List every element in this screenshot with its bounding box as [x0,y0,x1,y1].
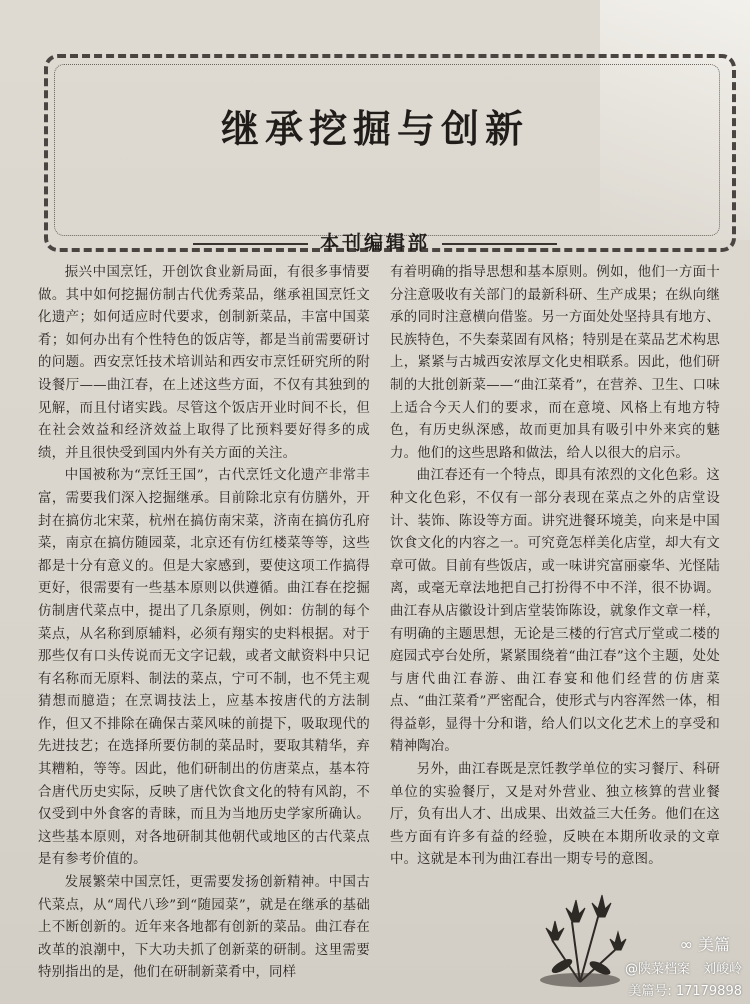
article-column-right [390,262,720,872]
byline-rule-left [193,243,308,245]
byline [0,228,750,255]
watermark-credit: @陕菜档案 刘峻岭 [624,962,742,977]
paragraph: 曲江春还有一个特点，即具有浓烈的文化色彩。这种文化色彩，不仅有一部分表现在菜点之外的店堂设计、装饰、陈设等方面。讲究进餐环境美，向来是中国饮食文化的内容之一。可究竟怎样美化店堂，却大有文章可做。目前有些饭店，或一味讲究富丽豪华、光怪陆离，或毫无章法地把自己打扮得不中不洋，很不协调。曲江春从店徽设计到店堂装饰陈设，就象作文章一样，有明确的主题思想，无论是三楼的行宫式厅堂或二楼的庭园式亭台处所，紧紧围绕着“曲江春”这个主题，处处与唐代曲江春游、曲江春宴和他们经营的仿唐菜点、“曲江菜肴”严密配合，使形式与内容浑然一体，相得益彰，显得十分和谐，给人们以文化艺术上的享受和精神陶冶。 [390,468,720,755]
paragraph: 中国被称为“烹饪王国”，古代烹饪文化遗产非常丰富，需要我们深入挖掘继承。目前除北京有仿膳外，开封在搞仿北宋菜，杭州在搞仿南宋菜，济南在搞仿孔府菜，南京在搞仿随园菜，北京还有仿红楼菜等等，这些都是十分有意义的。但是大家感到，要使这项工作搞得更好，很需要有一些基本原则以供遵循。曲江春在挖掘仿制唐代菜点中，提出了几条原则，例如：仿制的每个菜点，从名称到原辅料，必须有翔实的史料根据。对于那些仅有口头传说而无文字记载，或者文献资料中只记有名称而无原料、制法的菜点，宁可不制，也不凭主观猜想而臆造；在烹调技法上，应基本按唐代的方法制作，但又不排除在确保古菜风味的前提下，吸取现代的先进技艺；在选择所要仿制的菜品时，要取其精华，弃其糟粕，等等。因此，他们研制出的仿唐菜点，基本符合唐代历史实际，反映了唐代饮食文化的特有风韵，不仅受到中外食客的青睐，而且为当地历史学家所确认。这些基本原则，对各地研制其他朝代或地区的古代菜点是有参考价值的。 [38,468,370,868]
article-title: 继承挖掘与创新 [220,106,529,151]
byline-text: 本刊编辑部 [319,232,430,254]
paragraph: 振兴中国烹饪，开创饮食业新局面，有很多事情要做。其中如何挖掘仿制古代优秀菜品，继承祖国烹饪文化遗产；如何适应时代要求，创制新菜品，丰富中国菜肴；如何办出有个性特色的饭店等，都是当前需要研讨的问题。西安烹饪技术培训站和西安市烹饪研究所的附设餐厅——曲江春，在上述这些方面，不仅有其独到的见解，而且付诸实践。尽管这个饭店开业时间不长，但在社会效益和经济效益上取得了比预料要好得多的成绩，并且很快受到国内外有关方面的关注。 [38,265,370,461]
paragraph-continued: 有着明确的指导思想和基本原则。例如，他们一方面十分注意吸收有关部门的最新科研、生产成果；在纵向继承的同时注意横向借鉴。另一方面处处坚持具有地方、民族特色，不失秦菜固有风格；特别是在菜品艺术构思上，紧紧与古城西安浓厚文化史相联系。因此，他们研制的大批创新菜——“曲江菜肴”，在营养、卫生、口味上适合今天人们的要求，而在意境、风格上有地方特色，有历史纵深感，故而更加具有吸引中外来宾的魅力。他们的这些思路和做法，给人以很大的启示。 [390,265,720,461]
watermark-id: 美篇号: 17179898 [628,984,742,999]
flower-illustration-icon [520,862,640,987]
article-column-left [38,262,370,985]
paragraph: 发展繁荣中国烹饪，更需要发扬创新精神。中国古代菜点，从“周代八珍”到“随园菜”，就是在继承的基础上不断创新的。近年来各地都有创新的菜品。曲江春在改革的浪潮中，下大功夫抓了创新菜的研制。这里需要特别指出的是，他们在研制新菜肴中，同样 [38,875,370,981]
paragraph: 另外，曲江春既是烹饪教学单位的实习餐厅、科研单位的实验餐厅，又是对外营业、独立核算的营业餐厅，负有出人才、出成果、出效益三大任务。他们在这些方面有许多有益的经验，反映在本期所收录的文章中。这就是本刊为曲江春出一期专号的意图。 [390,762,720,868]
watermark-logo: ∞ 美篇 [679,935,730,954]
byline-rule-right [442,243,557,245]
